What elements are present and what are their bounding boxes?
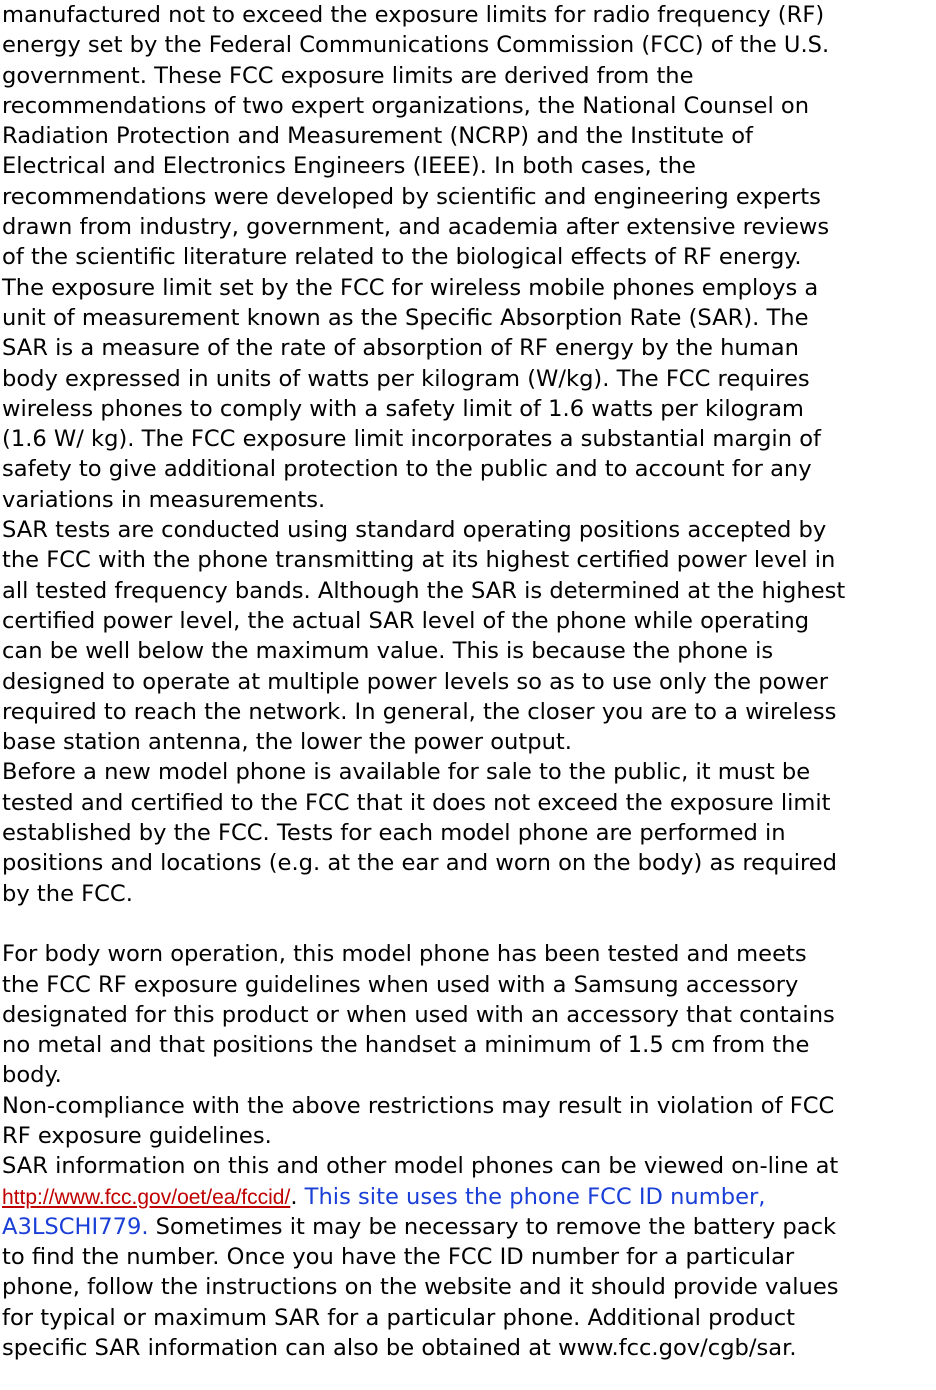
paragraph-sar-tests bbox=[2, 515, 936, 757]
document-page bbox=[2, 0, 936, 1363]
paragraph-certification bbox=[2, 757, 936, 908]
battery-note-text: Sometimes it may be necessary to remove the battery pack bbox=[148, 1213, 837, 1240]
text-line-with-fcc-id bbox=[2, 1212, 936, 1242]
text-line: Electrical and Electronics Engineers (IEEE). In both cases, the bbox=[2, 153, 696, 180]
fcc-id-value: A3LSCHI779. bbox=[2, 1213, 149, 1240]
text-line: phone, follow the instructions on the website and it should provide values bbox=[2, 1274, 839, 1301]
paragraph-non-compliance bbox=[2, 1091, 936, 1152]
text-line: of the scientific literature related to the biological effects of RF energy. bbox=[2, 244, 802, 271]
text-line: Radiation Protection and Measurement (NCRP) and the Institute of bbox=[2, 123, 753, 150]
fcc-id-search-link[interactable]: http://www.fcc.gov/oet/ea/fccid/ bbox=[2, 1185, 291, 1209]
paragraph-sar-definition bbox=[2, 273, 936, 515]
text-line: the FCC with the phone transmitting at its highest certified power level in bbox=[2, 547, 836, 574]
text-line: positions and locations (e.g. at the ear and worn on the body) as required bbox=[2, 850, 838, 877]
text-line: can be well below the maximum value. This is because the phone is bbox=[2, 638, 774, 665]
text-line: established by the FCC. Tests for each model phone are performed in bbox=[2, 820, 786, 847]
text-line: The exposure limit set by the FCC for wireless mobile phones employs a bbox=[2, 274, 819, 301]
text-line: body expressed in units of watts per kilogram (W/kg). The FCC requires bbox=[2, 365, 810, 392]
text-line: required to reach the network. In general, the closer you are to a wireless bbox=[2, 698, 837, 725]
text-line: designated for this product or when used with an accessory that contains bbox=[2, 1001, 835, 1028]
text-line: certified power level, the actual SAR level of the phone while operating bbox=[2, 607, 810, 634]
text-line: tested and certified to the FCC that it does not exceed the exposure limit bbox=[2, 789, 831, 816]
text-line: all tested frequency bands. Although the SAR is determined at the highest bbox=[2, 577, 846, 604]
text-line: no metal and that positions the handset a minimum of 1.5 cm from the bbox=[2, 1032, 810, 1059]
text-line: manufactured not to exceed the exposure limits for radio frequency (RF) bbox=[2, 2, 825, 28]
text-line: to find the number. Once you have the FCC ID number for a particular bbox=[2, 1244, 795, 1271]
text-line: base station antenna, the lower the power output. bbox=[2, 729, 572, 756]
text-line: RF exposure guidelines. bbox=[2, 1122, 272, 1149]
text-line: government. These FCC exposure limits are derived from the bbox=[2, 62, 694, 89]
text-line: specific SAR information can also be obtained at www.fcc.gov/cgb/sar. bbox=[2, 1335, 797, 1362]
fcc-id-note-text: This site uses the phone FCC ID number, bbox=[297, 1183, 766, 1210]
text-line: unit of measurement known as the Specific Absorption Rate (SAR). The bbox=[2, 304, 809, 331]
text-line: recommendations were developed by scientific and engineering experts bbox=[2, 183, 821, 210]
text-line: the FCC RF exposure guidelines when used with a Samsung accessory bbox=[2, 971, 799, 998]
text-line: For body worn operation, this model phone has been tested and meets bbox=[2, 941, 807, 968]
text-line: (1.6 W/ kg). The FCC exposure limit incorporates a substantial margin of bbox=[2, 426, 821, 453]
text-line: SAR is a measure of the rate of absorption of RF energy by the human bbox=[2, 335, 799, 362]
text-line: Non-compliance with the above restrictions may result in violation of FCC bbox=[2, 1092, 835, 1119]
text-line: SAR tests are conducted using standard operating positions accepted by bbox=[2, 517, 827, 544]
text-line: drawn from industry, government, and academia after extensive reviews bbox=[2, 214, 830, 241]
period-text: . bbox=[290, 1183, 298, 1210]
paragraph-sar-information bbox=[2, 1151, 936, 1363]
text-line: SAR information on this and other model phones can be viewed on-line at bbox=[2, 1153, 839, 1180]
text-line: energy set by the Federal Communications Commission (FCC) of the U.S. bbox=[2, 32, 830, 59]
paragraph-fcc-limits bbox=[2, 0, 936, 273]
text-line: by the FCC. bbox=[2, 880, 133, 907]
blank-line bbox=[2, 909, 936, 939]
text-line: Before a new model phone is available for sale to the public, it must be bbox=[2, 759, 811, 786]
text-line: safety to give additional protection to the public and to account for any bbox=[2, 456, 812, 483]
paragraph-body-worn bbox=[2, 939, 936, 1090]
text-line: wireless phones to comply with a safety limit of 1.6 watts per kilogram bbox=[2, 395, 804, 422]
text-line: recommendations of two expert organizations, the National Counsel on bbox=[2, 92, 810, 119]
text-line: body. bbox=[2, 1062, 62, 1089]
text-line-with-link bbox=[2, 1182, 936, 1212]
text-line: designed to operate at multiple power levels so as to use only the power bbox=[2, 668, 829, 695]
text-line: variations in measurements. bbox=[2, 486, 326, 513]
text-line: for typical or maximum SAR for a particular phone. Additional product bbox=[2, 1304, 796, 1331]
